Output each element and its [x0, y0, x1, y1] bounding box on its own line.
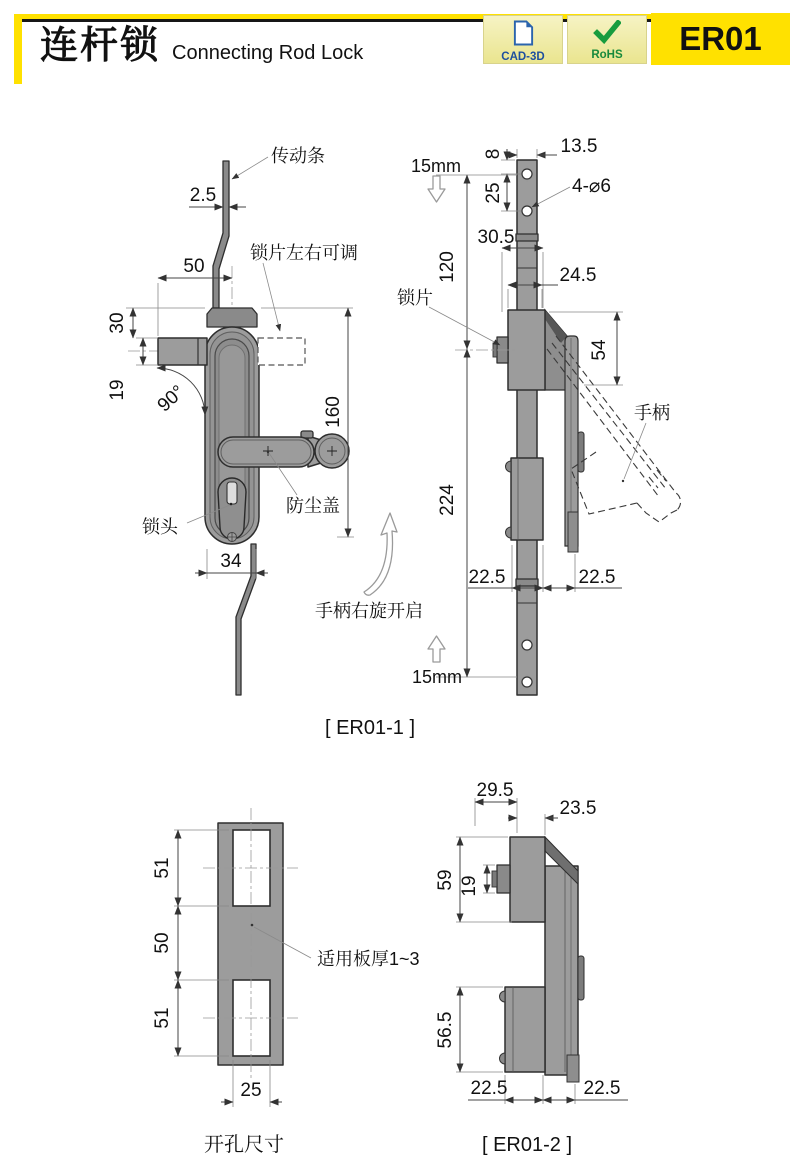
- label-plate-thickness: 适用板厚1~3: [317, 949, 420, 969]
- dim-lower-length: 224: [437, 484, 458, 516]
- rohs-badge-label: RoHS: [591, 49, 623, 61]
- front-view-labels: [142, 146, 423, 621]
- dim-rod-width: 2.5: [189, 185, 217, 206]
- dim-latch-height-2: 19: [459, 875, 480, 897]
- label-insert-bottom: 15mm: [411, 667, 463, 687]
- figure1-caption: [ ER01-1 ]: [324, 717, 416, 739]
- dim-upper-length: 120: [437, 251, 458, 283]
- insert-up-arrow-icon: [428, 636, 445, 662]
- rotate-open-arrow-icon: [364, 513, 397, 595]
- dim-top-width-2: 23.5: [559, 798, 597, 819]
- latch-adjust-dashed-box: [258, 338, 305, 365]
- lock-body-side-2: [492, 837, 584, 1082]
- label-open-note: 手柄右旋开启: [315, 601, 423, 621]
- insert-down-arrow-icon: [428, 176, 445, 202]
- handle-front: [218, 431, 349, 468]
- dim-cutout-width: 25: [240, 1080, 262, 1101]
- dim-handle-height: 54: [589, 339, 610, 361]
- dim-offset-left: 22.5: [468, 567, 506, 588]
- dim-cutout-upper: 51: [152, 857, 173, 879]
- dim-hole-pitch: 25: [483, 182, 504, 204]
- dim-body-height: 160: [323, 396, 344, 428]
- drive-rod-side: [516, 160, 538, 695]
- dim-body-width: 34: [220, 551, 242, 572]
- dim-offset-left-2: 22.5: [470, 1078, 508, 1099]
- dim-top-width: 29.5: [476, 780, 514, 801]
- label-handle: 手柄: [634, 403, 670, 423]
- figure4-caption: [ ER01-2 ]: [481, 1134, 573, 1156]
- figure3-caption: 开孔尺寸: [204, 1134, 284, 1156]
- dim-rod-depth: 24.5: [559, 265, 597, 286]
- lower-bracket-side-2: [505, 987, 545, 1072]
- label-insert-top: 15mm: [410, 156, 462, 176]
- figure-cutout: [152, 808, 420, 1156]
- dim-offset-right-2: 22.5: [583, 1078, 621, 1099]
- dim-latch-span: 50: [183, 256, 205, 277]
- dim-offset-right: 22.5: [578, 567, 616, 588]
- dim-upper-height: 59: [435, 869, 456, 891]
- dim-case-depth: 30.5: [477, 227, 515, 248]
- dim-rod-width-side: 13.5: [560, 136, 598, 157]
- label-drive-bar: 传动条: [271, 146, 325, 166]
- lock-body-side: [493, 310, 584, 552]
- lower-bracket-side: [511, 458, 543, 540]
- dim-holes: 4-⌀6: [572, 176, 611, 197]
- figure-front-view: [107, 146, 423, 739]
- label-latch-adjust: 锁片左右可调: [250, 243, 358, 263]
- page-title: 连杆锁: [40, 25, 161, 67]
- dim-cutout-lower: 51: [152, 1007, 173, 1029]
- dim-top-offset: 30: [107, 312, 128, 334]
- latch-plate-side-2: [497, 865, 510, 893]
- cad-3d-badge-label: CAD-3D: [501, 51, 545, 63]
- page-subtitle: Connecting Rod Lock: [172, 42, 364, 64]
- dim-hole-edge: 8: [483, 148, 504, 160]
- dim-cutout-middle: 50: [152, 932, 173, 954]
- dim-angle: 90°: [153, 381, 190, 417]
- label-lock-plate: 锁片: [397, 288, 433, 308]
- dim-latch-height: 19: [107, 379, 128, 401]
- label-dust-cover: 防尘盖: [286, 496, 340, 516]
- product-code: ER01: [651, 13, 790, 65]
- dim-lower-height: 56.5: [435, 1011, 456, 1049]
- lock-cylinder-front: [218, 478, 246, 542]
- figure-side-view: [397, 136, 681, 695]
- figure-side-view-2: [435, 780, 628, 1156]
- label-lock-head: 锁头: [142, 517, 178, 537]
